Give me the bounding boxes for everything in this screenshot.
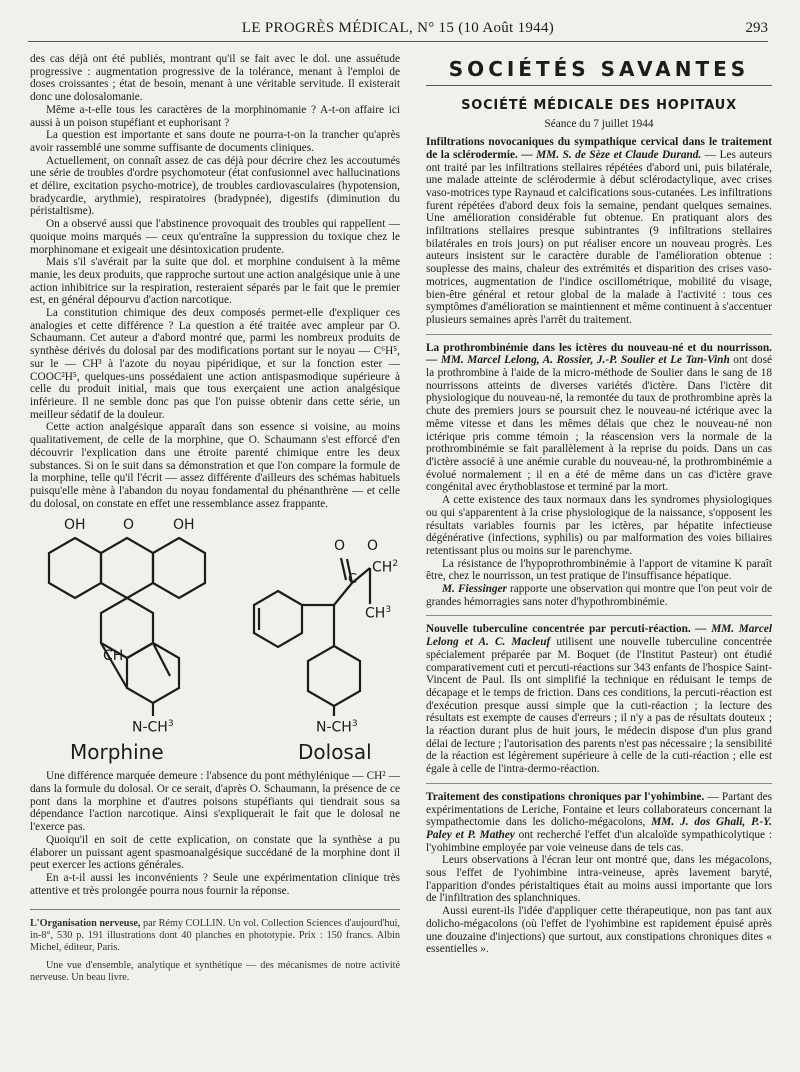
left-column bbox=[30, 53, 400, 990]
article-authors: — MM. Marcel Lelong et A. C. Macleuf bbox=[426, 623, 772, 649]
paragraph: La constitution chimique des deux composés permet-elle d'expliquer ces analogies et cette différence ? La question a été traitée avec ampleur par O. Schaumann. Cet auteur a d'abord montré que, parmi les nombreux produits de synthèse dérivés du dolosal par des modifications portant sur le noyau — C⁶H⁵, sur le — CH³ à l'azote du noyau pipéridique, et sur la fonction ester — COOC²H⁵, quelques-uns possédaient une action antispasmodique supérieure à celle du produit initial, mais que tous exerçaient une action analgésique inférieure. Il ne semble donc pas que l'on puisse obtenir dans cette série, un meilleur sédatif de la douleur. bbox=[30, 307, 400, 421]
dolosal-label: Dolosal bbox=[298, 740, 372, 765]
article-authors: — MM. Marcel Lelong, A. Rossier, J.-P. Soulier et Le Tan-Vinh bbox=[426, 354, 730, 367]
dolosal-piperidine-ring bbox=[308, 646, 360, 706]
paragraph: Quoiqu'il en soit de cette explication, on constate que la synthèse a pu élaborer un puissant agent spasmoanalgésique succédané de la morphine dont il peut exercer les actions générales. bbox=[30, 833, 400, 872]
paragraph: Leurs observations à l'écran leur ont montré que, dans les mégacolons, sous l'effet de l'yohimbine intra-veineuse, après lavement baryté, l'apparition d'ondes péristaltiques était au moins aussi importante que lors de l'infiltration des splanchniques. bbox=[426, 854, 772, 905]
section-title: SOCIÉTÉS SAVANTES bbox=[448, 57, 750, 81]
article-body: ont recherché l'effet d'un alcaloïde sympathicolytique : l'yohimbine employée par voie veineuse dans de tels cas. bbox=[426, 828, 772, 854]
formula-atom-label: O bbox=[367, 538, 379, 555]
paragraph: A cette existence des taux normaux dans les syndromes physiologiques ou qui s'apparentent à la crise physiologique de la naissance, s'opposent les résultats variables fournis par les ictères, par hépatite infectieuse dégénérative (infections, syphilis) ou par malformation des voies biliaires retentissant plus ou moins sur le parenchyme. bbox=[426, 494, 772, 557]
article-title: Infiltrations novocaniques du sympathique cervical dans le traitement de la sclérodermie. bbox=[426, 136, 772, 161]
paragraph: Cette action analgésique apparaît dans son essence si voisine, au moins qualitativement, de celle de la morphine, que O. Schaumann s'est efforcé d'en découvrir l'explication dans une étroite parenté chimique entre les deux substances. Si on le suit dans sa démonstration et que l'on compare la formule de la morphine, telle qu'il l'écrit — assez différente d'ailleurs des schémas habituels puisqu'elle mène à l'abandon du noyau fondamental du phénanthrène — et celle du dolosal, on constate en effet une ressemblance assez frappante. bbox=[30, 421, 400, 510]
page-number: 293 bbox=[745, 20, 768, 36]
article-tuberculine bbox=[426, 623, 772, 775]
article-body: rapporte une observation qui montre que l'on peut voir de grandes hémorragies sans noter d'hypothrombinémie. bbox=[426, 583, 772, 608]
article-divider bbox=[426, 783, 772, 784]
formula-atom-label: OH bbox=[64, 517, 86, 534]
formula-atom-label: $N-CH^3$ bbox=[316, 719, 358, 736]
book-notice bbox=[30, 918, 400, 984]
formula-atom-label: OH bbox=[173, 517, 195, 534]
morphine-ring-a bbox=[49, 538, 101, 598]
article-yohimbine bbox=[426, 791, 772, 956]
article-authors: M. Fiessinger bbox=[442, 583, 507, 596]
morphine-label: Morphine bbox=[70, 740, 164, 765]
header-rule bbox=[28, 41, 768, 42]
formula-atom-label: O bbox=[123, 517, 135, 534]
formula-atom-label: O bbox=[334, 538, 346, 555]
morphine-ring-c bbox=[153, 538, 205, 598]
book-details: par Rémy COLLIN. Un vol. Collection Sciences d'aujourd'hui, in-8°, 530 p. 191 illustrations dont 40 planches en phototypie. Prix : 150 francs. Albin Michel, éditeur, Paris. bbox=[30, 918, 400, 954]
running-header bbox=[28, 20, 768, 40]
running-title: LE PROGRÈS MÉDICAL, N° 15 (10 Août 1944) bbox=[241, 20, 555, 36]
article-divider bbox=[426, 615, 772, 616]
article-authors: — MM. S. de Sèze et Claude Durand. bbox=[517, 148, 702, 161]
paragraph: Mais s'il s'avérait par la suite que dol. et morphine conduisent à la même manie, les deux produits, que rapproche surtout une action analgésique unie à une action inhibitrice sur la respiration, resteraient séparés par le fait que le premier est, en général dépourvu d'action narcotique. bbox=[30, 256, 400, 307]
right-column bbox=[426, 53, 772, 963]
section-rule bbox=[426, 85, 772, 86]
book-notice-entry bbox=[30, 918, 400, 954]
article-divider bbox=[426, 334, 772, 335]
formula-atom-label: CH bbox=[103, 648, 124, 665]
article-authors: MM. J. dos Ghali, P.-Y. Paley et P. Mathey bbox=[426, 816, 772, 841]
chemical-formula-figure bbox=[30, 516, 400, 744]
article-body: ont dosé la prothrombine à l'aide de la micro-méthode de Soulier dans le sang de 18 nourrissons atteints de diverses variétés d'ictère. Dans l'ictère dit physiologique du nouveau-né, la remontée du taux de prothrombine après la chute des premiers jours se poursuit chez le nouveau-né ictérique avec la même vitesse et dans les mêmes délais que chez le nouveau-né non ictérique pris comme témoin ; la réascension vers la normale de la prothrombinémie se fait parallèlement à la reprise du poids. Dans un cas d'ictère associé à une anémie curable du nouveau-né, la prothrombinémie a évolué normalement ; il en a été de même dans un cas d'ictère grave congénital avec érythoblastose et terminé par la mort. bbox=[426, 354, 772, 494]
article-title: Nouvelle tuberculine concentrée par percuti-réaction. bbox=[426, 623, 691, 636]
paragraph: des cas déjà ont été publiés, montrant qu'il se fait avec le dol. une assuétude progressive : augmentation progressive de la tolérance, menant à l'emploi de doses croissantes ; état de besoin, menant à une véritable servitude. Il existerait donc une dolosalomanie. bbox=[30, 53, 400, 104]
paragraph: Une différence marquée demeure : l'absence du pont méthylénique — CH² — dans la formule du dolosal. Or ce serait, d'après O. Schaumann, la présence de ce pont dans la morphine et d'autres poisons stupéfiants qui tiendrait sous sa dépendance l'action narcotique. Ainsi s'expliquerait le fait que le dolosal ne l'exerce pas. bbox=[30, 770, 400, 834]
article-body: utilisent une nouvelle tuberculine concentrée spécialement préparée par M. Boquet (de l'Institut Pasteur) ont étudié comparativement cuti et percuti-réactions sur 343 enfants de l'hospice Saint-Vincent de Paul. Ils ont simplifié la technique en réduisant le temps de décapage et le temps de friction. Dans ces conditions, la percuti-réaction est d'exécution presque aussi simple que la cuti-réaction ; la lecture des résultats est exempte de causes d'erreurs ; il n'y a pas de résultats douteux ; la réaction durant plus de huit jours, le médecin dispose d'un plus grand délai de lecture ; l'autorisation des parents n'est pas nécessaire ; la sensibilité de la réaction est légèrement supérieure à celle de la cuti-réaction ; elle est égale à celle de l'intra-dermo-réaction. bbox=[426, 636, 772, 776]
article-title: Traitement des constipations chroniques par l'yohimbine. bbox=[426, 790, 705, 803]
formula-atom-label: C bbox=[348, 572, 358, 588]
paragraph: Actuellement, on connaît assez de cas déjà pour décrire chez les accoutumés une série de troubles d'ordre psychomoteur (état confusionnel avec hallucinations et délire, excitation psycho-motrice), de troubles cardiovasculaires (hypotension, bradycardie, arythmie), respiratoires (bradypnée), digestifs (diminution du péristaltisme). bbox=[30, 154, 400, 218]
meeting-date: Séance du 7 juillet 1944 bbox=[544, 118, 654, 131]
paragraph: Même a-t-elle tous les caractères de la morphinomanie ? A-t-on affaire ici aussi à un poison stupéfiant et euphorisant ? bbox=[30, 103, 400, 129]
formula-atom-label: $CH^3$ bbox=[365, 605, 392, 622]
book-title: L'Organisation nerveuse, bbox=[30, 918, 141, 930]
paragraph: Aussi eurent-ils l'idée d'appliquer cette thérapeutique, non pas tant aux dolicho-mégacolons (où l'effet de l'yohimbine est rapidement épuisé après une douzaine d'injections) que surtout, aux constipations chroniques dites « essentielles ». bbox=[426, 905, 772, 956]
article-body: — Partant des expérimentations de Leriche, Fontaine et leurs collaborateurs concernant la sympathectomie dans les dolicho-mégacolons, bbox=[426, 790, 772, 829]
society-title: SOCIÉTÉ MÉDICALE DES HOPITAUX bbox=[461, 97, 737, 113]
morphine-ring-e bbox=[127, 643, 179, 703]
article-body: — Les auteurs ont traité par les infiltrations stellaires répétées d'abord uni, puis bilatérale, une malade atteinte de sclérodermie à début sclérodactylique, avec crises vaso-motrices type Raynaud et calcifications sous-cutanées. Les infiltrations furent répétées d'abord deux fois la semaine, pendant quelques semaines. Une amélioration considérable fut obtenue. En pratiquant alors des infiltrations stellaires presque subintrantes (9 infiltrations stellaires bilatérales en trois jours) on put réaliser encore un nouveau progrès. Les auteurs insistent sur le caractère durable de l'amélioration obtenue : souplesse des mains, chaleur des extrémités et disparition des crises vaso-motrices, augmentation de l'indice oscillométrique, mobilité du visage, bien-être général et retour global de la malade à l'activité : tous ces symptômes d'amélioration se maintiennent et même continuent à s'accentuer plusieurs semaines après l'arrêt du traitement. bbox=[426, 148, 773, 326]
paragraph: On a observé aussi que l'abstinence provoquait des troubles qui rappellent — quoique moins marqués — ceux qu'entraîne la suppression du toxique chez le morphinomane et exigeait une désintoxication prudente. bbox=[30, 218, 400, 256]
formula-atom-label: $CH^2$ bbox=[372, 559, 399, 576]
paragraph: La résistance de l'hypoprothrombinémie à l'apport de vitamine K paraît être, chez le nourrisson, un test pratique de l'insuffisance hépatique. bbox=[426, 557, 772, 583]
dolosal-phenyl-ring bbox=[254, 591, 302, 647]
formula-atom-label: $N-CH^3$ bbox=[132, 719, 174, 736]
paragraph: La question est importante et sans doute ne pourra-t-on la trancher qu'après avoir rassemblé une somme suffisante de documents cliniques. bbox=[30, 129, 400, 154]
figure-captions bbox=[30, 740, 400, 770]
article-sclerodermie bbox=[426, 136, 772, 327]
book-review: Une vue d'ensemble, analytique et synthétique — des mécanismes de notre activité nerveuse. Un beau livre. bbox=[30, 960, 400, 984]
footnote-rule bbox=[30, 909, 400, 910]
article-title: La prothrombinémie dans les ictères du nouveau-né et du nourrisson. bbox=[426, 341, 772, 354]
article-prothrombinemie bbox=[426, 342, 772, 609]
morphine-ring-b bbox=[101, 538, 153, 598]
paragraph: En a-t-il aussi les inconvénients ? Seule une expérimentation clinique très attentive et très prolongée pourra nous fournir la réponse. bbox=[30, 871, 400, 897]
